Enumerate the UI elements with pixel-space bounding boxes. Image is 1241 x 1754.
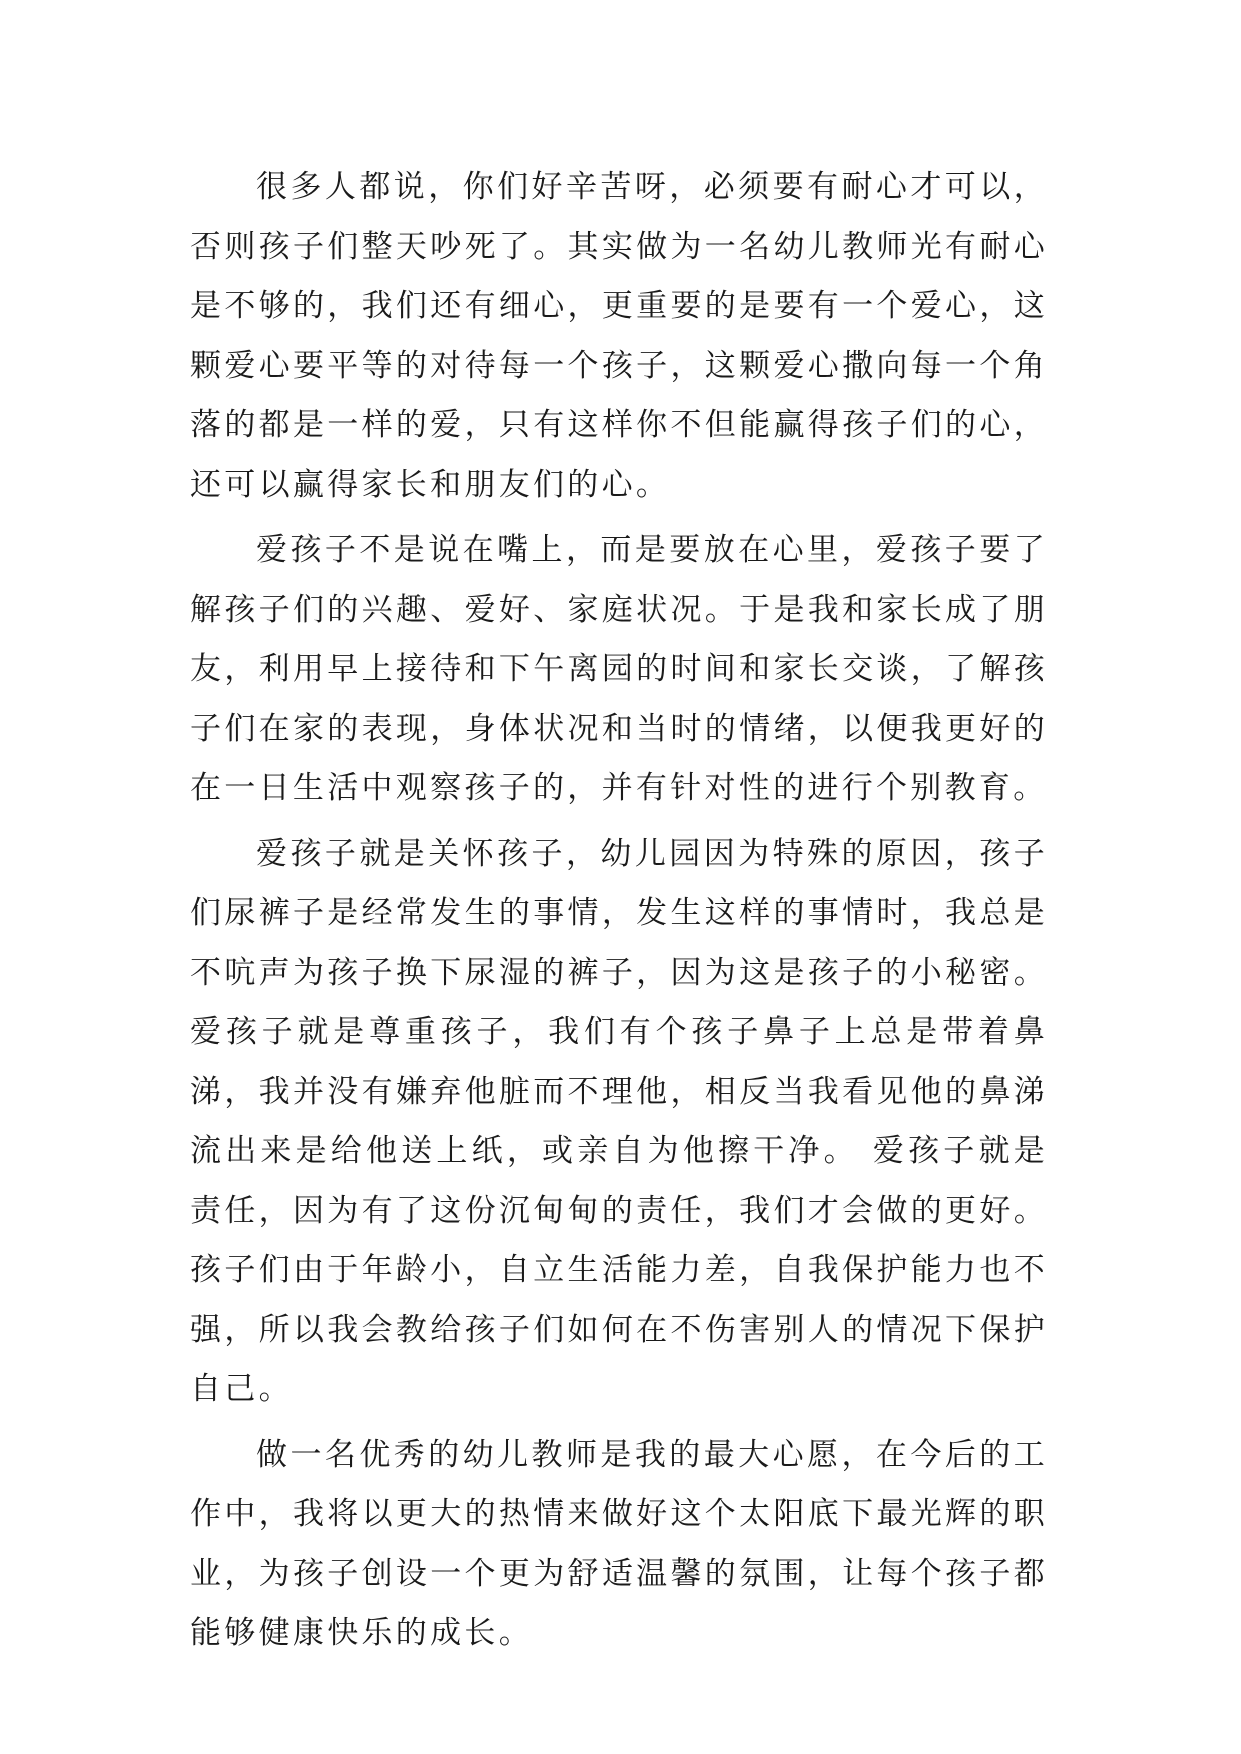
paragraph: 做一名优秀的幼儿教师是我的最大心愿，在今后的工作中，我将以更大的热情来做好这个太阳底下最光辉的职业，为孩子创设一个更为舒适温馨的氛围，让每个孩子都能够健康快乐的成长。 <box>190 1436 1048 1651</box>
paragraph: 爱孩子就是关怀孩子，幼儿园因为特殊的原因，孩子们尿裤子是经常发生的事情，发生这样的事情时，我总是不吭声为孩子换下尿湿的裤子，因为这是孩子的小秘密。 爱孩子就是尊重孩子，我们有个孩子鼻子上总是带着鼻涕，我并没有嫌弃他脏而不理他，相反当我看见他的鼻涕流出来是给他送上纸，或亲自为他擦干净。 爱孩子就是责任，因为有了这份沉甸甸的责任，我们才会做的更好。孩子们由于年龄小，自立生活能力差，自我保护能力也不强，所以我会教给孩子们如何在不伤害别人的情况下保护自己。 <box>190 835 1048 1407</box>
paragraph: 很多人都说，你们好辛苦呀，必须要有耐心才可以，否则孩子们整天吵死了。其实做为一名幼儿教师光有耐心是不够的，我们还有细心，更重要的是要有一个爱心，这颗爱心要平等的对待每一个孩子，这颗爱心撒向每一个角落的都是一样的爱，只有这样你不但能赢得孩子们的心，还可以赢得家长和朋友们的心。 <box>190 169 1048 503</box>
paragraph: 爱孩子不是说在嘴上，而是要放在心里，爱孩子要了解孩子们的兴趣、爱好、家庭状况。于是我和家长成了朋友，利用早上接待和下午离园的时间和家长交谈，了解孩子们在家的表现，身体状况和当时的情绪，以便我更好的在一日生活中观察孩子的，并有针对性的进行个别教育。 <box>190 532 1048 806</box>
document-body <box>190 158 1048 1670</box>
